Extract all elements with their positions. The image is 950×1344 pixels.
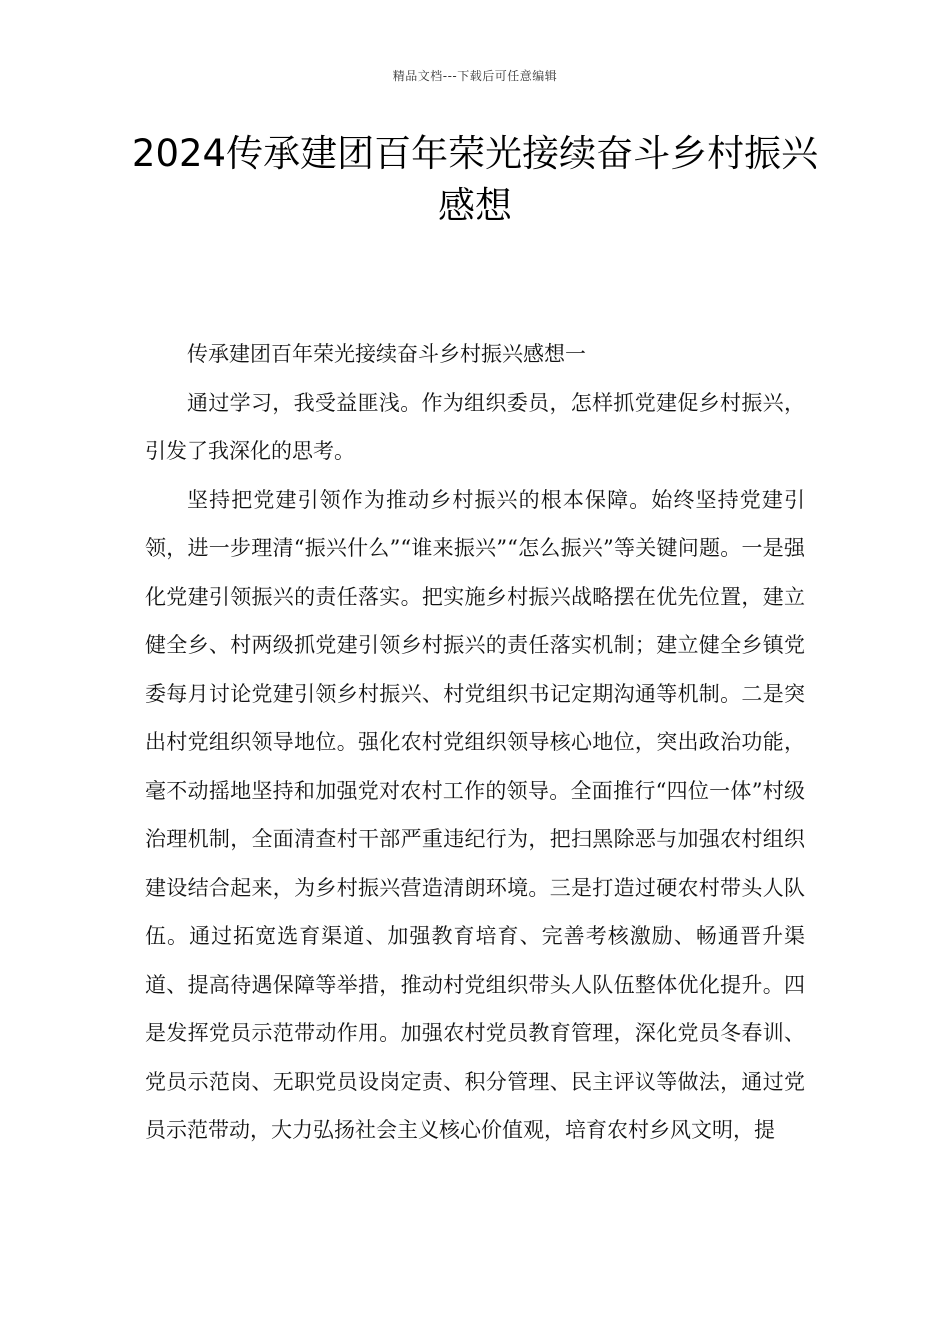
header-note: 精品文档---下载后可任意编辑 — [392, 69, 558, 83]
document-title: 2024传承建团百年荣光接续奋斗乡村振兴感想 — [131, 132, 819, 227]
paragraph-subtitle: 传承建团百年荣光接续奋斗乡村振兴感想一 — [187, 342, 586, 366]
paragraph-intro: 通过学习，我受益匪浅。作为组织委员，怎样抓党建促乡村振兴，引发了我深化的思考。 — [145, 390, 805, 463]
paragraph-main: 坚持把党建引领作为推动乡村振兴的根本保障。始终坚持党建引领，进一步理清“振兴什么”“谁来振兴”“怎么振兴”等关键问题。一是强化党建引领振兴的责任落实。把实施乡村振兴战略摆在优先位置，建立健全乡、村两级抓党建引领乡村振兴的责任落实机制；建立健全乡镇党委每月讨论党建引领乡村振兴、村党组织书记定期沟通等机制。二是突出村党组织领导地位。强化农村党组织领导核心地位，突出政治功能，毫不动摇地坚持和加强党对农村工作的领导。全面推行“四位一体”村级治理机制，全面清查村干部严重违纪行为，把扫黑除恶与加强农村组织建设结合起来，为乡村振兴营造清朗环境。三是打造过硬农村带头人队伍。通过拓宽选育渠道、加强教育培育、完善考核激励、畅通晋升渠道、提高待遇保障等举措，推动村党组织带头人队伍整体优化提升。四是发挥党员示范带动作用。加强农村党员教育管理，深化党员冬春训、党员示范岗、无职党员设岗定责、积分管理、民主评议等做法，通过党员示范带动，大力弘扬社会主义核心价值观，培育农村乡风文明，提 — [145, 487, 805, 1142]
document-body — [145, 330, 805, 1155]
